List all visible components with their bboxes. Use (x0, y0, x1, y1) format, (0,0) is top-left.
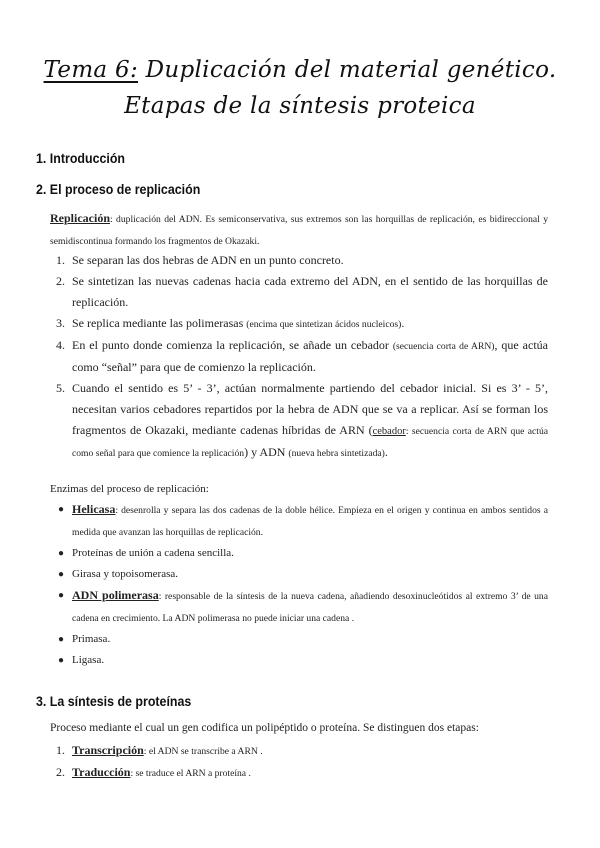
enzyme-item (56, 650, 548, 671)
step-text: Cuando el sentido es 5’ - 3’, actúan normalmente partiendo del cebador inicial. Si es 3’ - 5’, necesitan varios cebadores repartidos por la hebra de ADN que se va a replicar. Así se forman los fragmentos de Okazaki, mediante cadenas híbridas de ARN ( (72, 381, 548, 437)
title-topic-name: Duplicación del material genético. (138, 57, 557, 83)
term-traduccion: Traducción (72, 765, 131, 779)
step-tail: . (401, 316, 405, 330)
protein-step (56, 762, 548, 784)
enzyme-item (56, 499, 548, 543)
enzyme-term: Helicasa (72, 502, 116, 516)
step-number: 2. (56, 765, 65, 779)
replication-steps (56, 250, 548, 464)
step-text: En el punto donde comienza la replicación, se añade un cebador (72, 338, 393, 352)
step-text: : el ADN se transcribe a ARN . (143, 746, 263, 757)
step-tail: ) y ADN (244, 445, 289, 459)
term-transcripcion: Transcripción (72, 743, 144, 757)
replication-step (56, 335, 548, 378)
step-text: Se sintetizan las nuevas cadenas hacia cada extremo del ADN, en el sentido de las horquillas de replicación. (72, 274, 548, 309)
bullet-icon: ● (58, 655, 65, 666)
title-line-2: Etapas de la síntesis proteica (124, 93, 476, 119)
enzymes-heading: Enzimas del proceso de replicación: (50, 483, 209, 495)
protein-steps (56, 740, 548, 784)
enzyme-text: : desenrolla y separa las dos cadenas de la doble hélice. Empieza en el origen y continua en ambos sentidos a medida que avanzan las horquillas de replicación. (72, 505, 548, 538)
step-text: : se traduce el ARN a proteína . (130, 768, 251, 779)
replication-definition (50, 208, 548, 252)
enzyme-item (56, 629, 548, 650)
replication-step (56, 271, 548, 313)
enzyme-item (56, 564, 548, 585)
step-number: 1. (56, 253, 65, 267)
enzyme-term: ADN polimerasa (72, 588, 159, 602)
protein-intro: Proceso mediante el cual un gen codifica un polipéptido o proteína. Se distinguen dos etapas: (50, 722, 479, 734)
step-tail: , que actúa como “señal” para que de comienzo la replicación. (72, 338, 548, 374)
replication-step (56, 313, 548, 335)
document-title (0, 52, 600, 124)
protein-step (56, 740, 548, 762)
step-note: (secuencia corta de ARN) (392, 341, 495, 352)
step-tail: . (384, 445, 388, 459)
bullet-icon: ● (58, 548, 65, 559)
section-heading-protein-synthesis: 3. La síntesis de proteínas (36, 694, 192, 709)
step-text: Se replica mediante las polimerasas (72, 316, 247, 330)
step-text: Se separan las dos hebras de ADN en un punto concreto. (72, 253, 344, 267)
enzyme-item (56, 543, 548, 564)
replication-step (56, 250, 548, 271)
enzyme-text: : responsable de la síntesis de la nueva cadena, añadiendo desoxinucleótidos al extremo 3’ de una cadena en crecimiento. La ADN polimerasa no puede iniciar una cadena . (72, 591, 548, 624)
step-number: 1. (56, 743, 65, 757)
enzyme-text: Proteínas de unión a cadena sencilla. (72, 547, 234, 559)
section-heading-introduction: 1. Introducción (36, 151, 126, 166)
step-note: : secuencia corta de ARN que actúa como señal para que comience la replicación (72, 426, 548, 459)
bullet-icon: ● (58, 504, 65, 515)
enzyme-text: Girasa y topoisomerasa. (72, 568, 178, 580)
replication-step (56, 378, 548, 464)
step-number: 2. (56, 274, 65, 288)
step-number: 3. (56, 316, 65, 330)
title-line-1 (0, 52, 600, 88)
step-note: (encima que sintetizan ácidos nucleicos) (246, 319, 402, 330)
enzyme-text: Ligasa. (72, 654, 105, 666)
title-topic-number: Tema 6: (43, 57, 139, 83)
bullet-icon: ● (58, 569, 65, 580)
bullet-icon: ● (58, 590, 65, 601)
term-cebador: cebador (372, 426, 406, 437)
enzyme-text: Primasa. (72, 633, 111, 645)
replication-definition-text: : duplicación del ADN. Es semiconservativa, sus extremos son las horquillas de replicación, es bidireccional y semidiscontinua formando los fragmentos de Okazaki. (50, 214, 548, 247)
step-number: 5. (56, 381, 65, 395)
bullet-icon: ● (58, 634, 65, 645)
enzymes-list (56, 499, 548, 671)
term-replicacion: Replicación (50, 211, 110, 225)
step-note: (nueva hebra sintetizada) (288, 448, 385, 459)
section-heading-replication: 2. El proceso de replicación (36, 182, 201, 197)
enzyme-item (56, 585, 548, 629)
step-number: 4. (56, 338, 65, 352)
